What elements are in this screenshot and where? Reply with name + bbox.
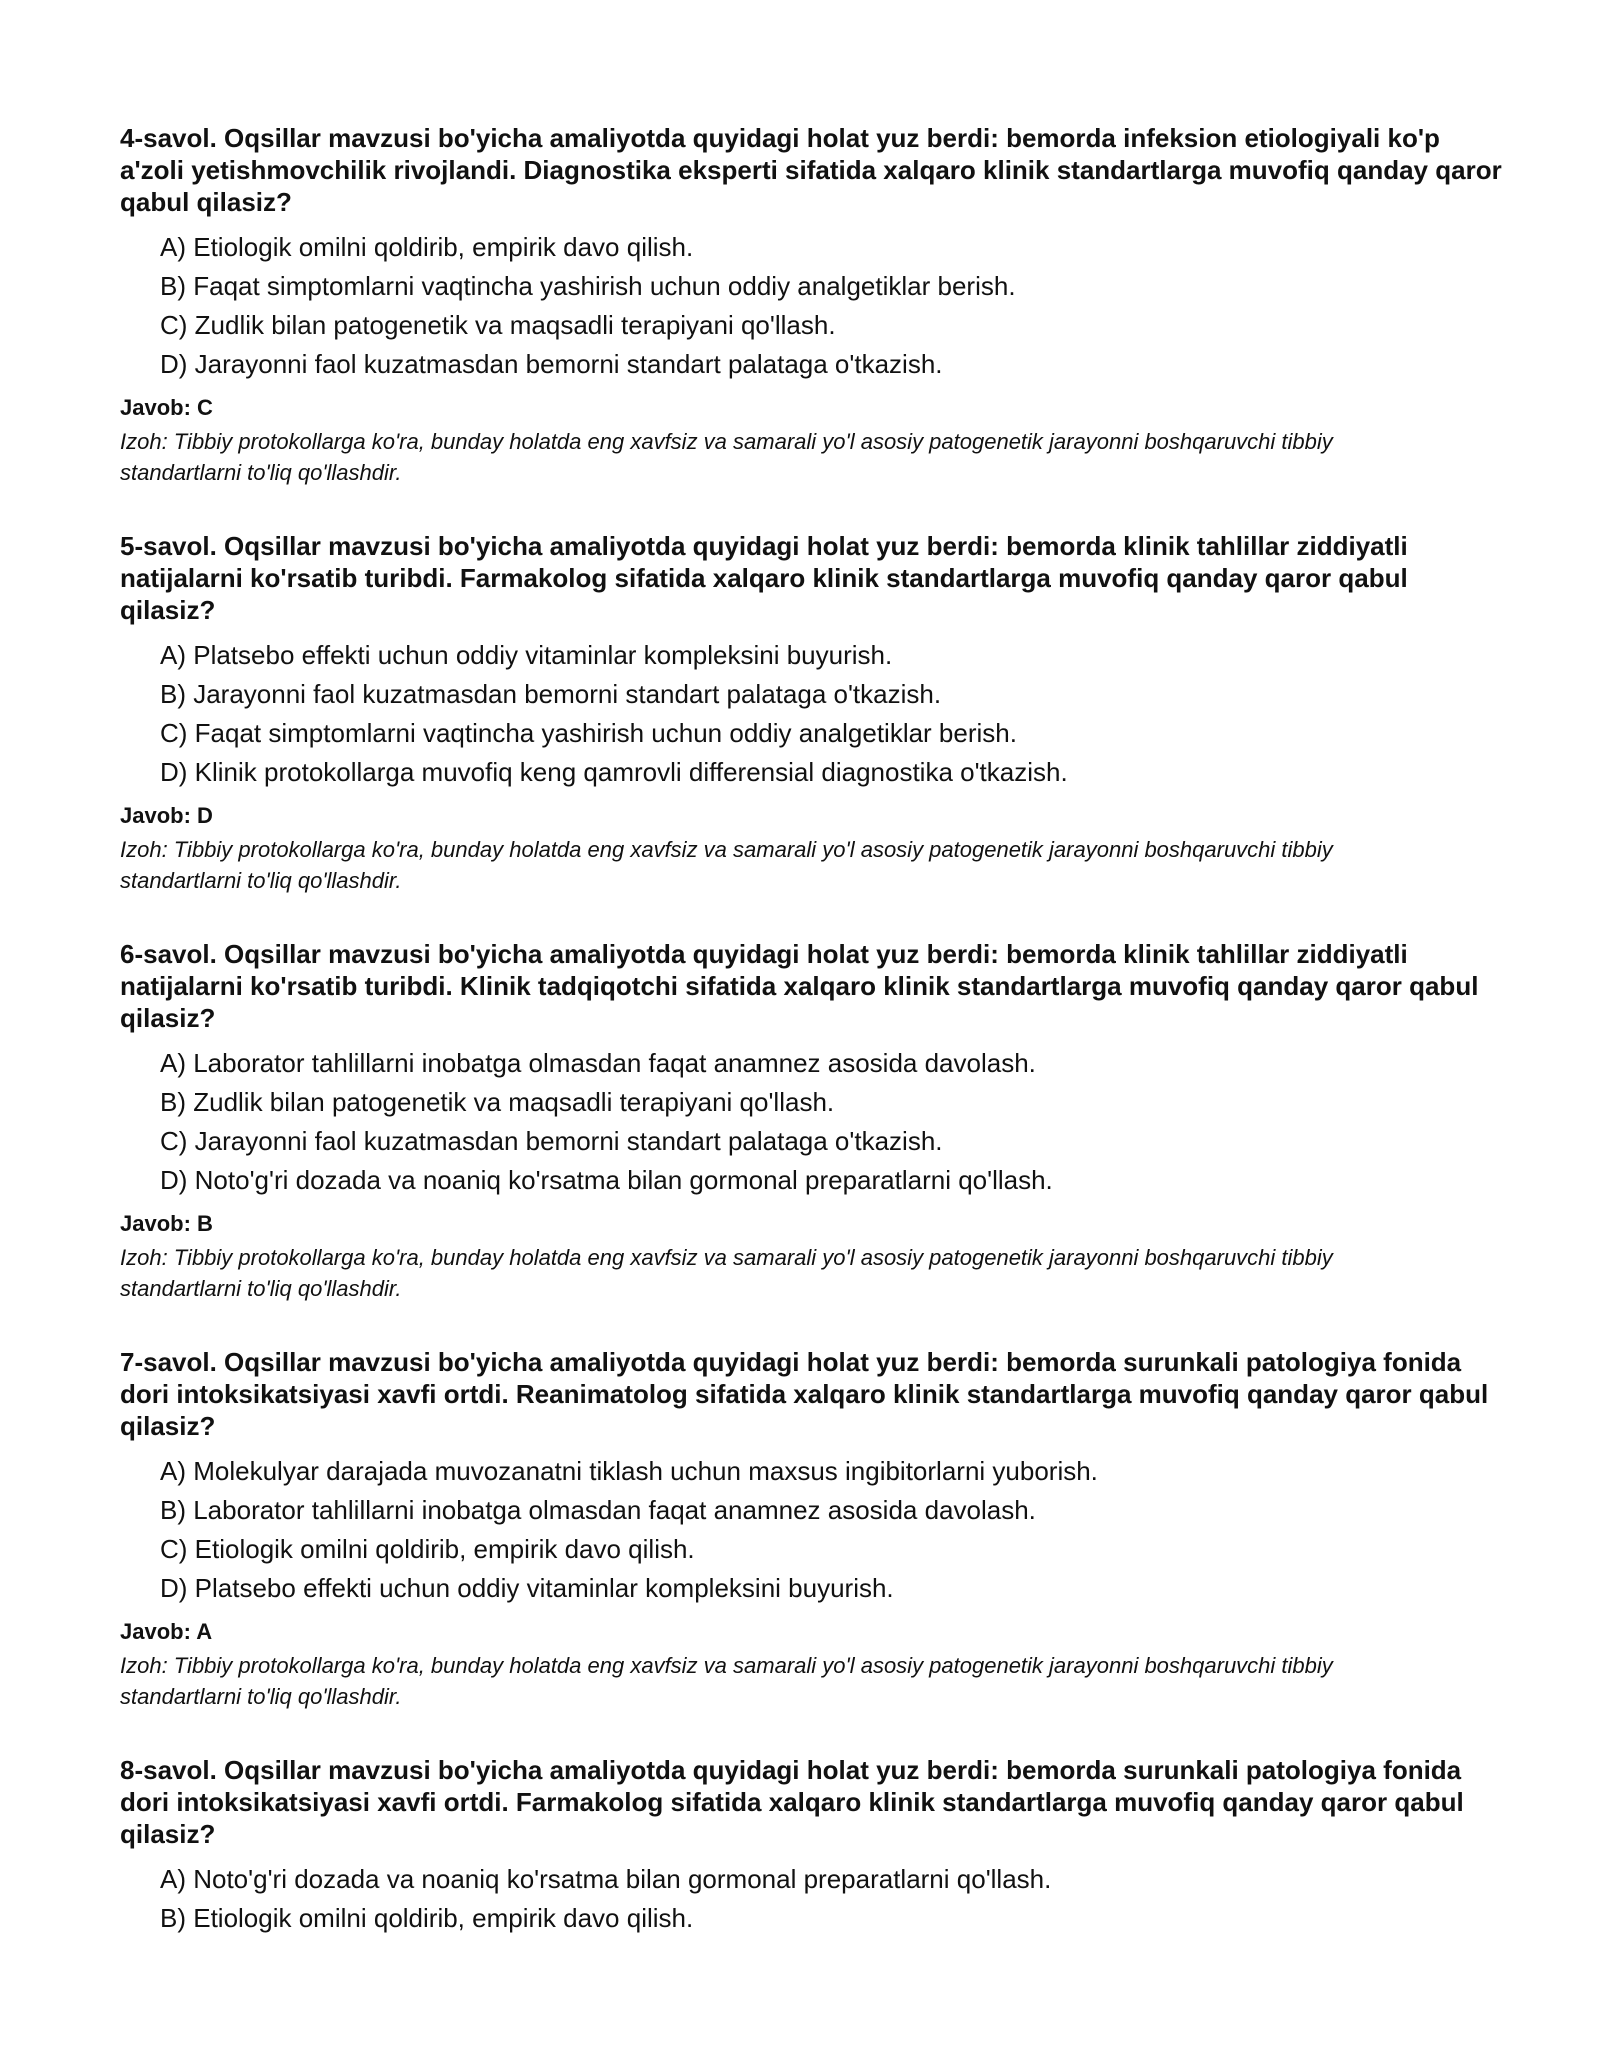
option-list bbox=[120, 636, 1505, 792]
question-title: 7-savol. Oqsillar mavzusi bo'yicha amaliyotda quyidagi holat yuz berdi: bemorda surunkali patologiya fonida dori intoksikatsiyasi xavfi ortdi. Reanimatolog sifatida xalqaro klinik standartlarga muvofiq qanday qaror qabul qilasiz? bbox=[120, 1347, 1489, 1441]
option-c: C) Etiologik omilni qoldirib, empirik davo qilish. bbox=[160, 1534, 695, 1564]
option-c: C) Faqat simptomlarni vaqtincha yashirish uchun oddiy analgetiklar berish. bbox=[160, 718, 1017, 748]
explanation-note: Izoh: Tibbiy protokollarga ko'ra, bunday holatda eng xavfsiz va samarali yo'l asosiy patogenetik jarayonni boshqaruvchi tibbiy standartlarni to'liq qo'llashdir. bbox=[120, 1653, 1333, 1709]
question-4 bbox=[120, 122, 1505, 488]
option-a: A) Platsebo effekti uchun oddiy vitaminlar kompleksini buyurish. bbox=[160, 640, 893, 670]
document-page bbox=[120, 122, 1505, 1980]
option-d: D) Platsebo effekti uchun oddiy vitaminlar kompleksini buyurish. bbox=[160, 1573, 894, 1603]
option-b: B) Zudlik bilan patogenetik va maqsadli terapiyani qo'llash. bbox=[160, 1087, 835, 1117]
option-a: A) Molekulyar darajada muvozanatni tiklash uchun maxsus ingibitorlarni yuborish. bbox=[160, 1456, 1098, 1486]
option-list bbox=[120, 228, 1505, 384]
question-7 bbox=[120, 1346, 1505, 1712]
option-c: C) Jarayonni faol kuzatmasdan bemorni standart palataga o'tkazish. bbox=[160, 1126, 943, 1156]
answer-label: Javob: C bbox=[120, 395, 213, 420]
question-6 bbox=[120, 938, 1505, 1304]
option-b: B) Etiologik omilni qoldirib, empirik davo qilish. bbox=[160, 1903, 694, 1933]
answer-label: Javob: D bbox=[120, 803, 213, 828]
explanation-note: Izoh: Tibbiy protokollarga ko'ra, bunday holatda eng xavfsiz va samarali yo'l asosiy patogenetik jarayonni boshqaruvchi tibbiy standartlarni to'liq qo'llashdir. bbox=[120, 429, 1333, 485]
question-5 bbox=[120, 530, 1505, 896]
option-d: D) Noto'g'ri dozada va noaniq ko'rsatma bilan gormonal preparatlarni qo'llash. bbox=[160, 1165, 1053, 1195]
option-b: B) Faqat simptomlarni vaqtincha yashirish uchun oddiy analgetiklar berish. bbox=[160, 271, 1016, 301]
question-title: 5-savol. Oqsillar mavzusi bo'yicha amaliyotda quyidagi holat yuz berdi: bemorda klinik tahlillar ziddiyatli natijalarni ko'rsatib turibdi. Farmakolog sifatida xalqaro klinik standartlarga muvofiq qanday qaror qabul qilasiz? bbox=[120, 531, 1408, 625]
question-title: 4-savol. Oqsillar mavzusi bo'yicha amaliyotda quyidagi holat yuz berdi: bemorda infeksion etiologiyali ko'p a'zoli yetishmovchilik rivojlandi. Diagnostika eksperti sifatida xalqaro klinik standartlarga muvofiq qanday qaror qabul qilasiz? bbox=[120, 123, 1502, 217]
option-c: C) Zudlik bilan patogenetik va maqsadli terapiyani qo'llash. bbox=[160, 310, 836, 340]
option-d: D) Jarayonni faol kuzatmasdan bemorni standart palataga o'tkazish. bbox=[160, 349, 943, 379]
option-a: A) Etiologik omilni qoldirib, empirik davo qilish. bbox=[160, 232, 694, 262]
question-title: 6-savol. Oqsillar mavzusi bo'yicha amaliyotda quyidagi holat yuz berdi: bemorda klinik tahlillar ziddiyatli natijalarni ko'rsatib turibdi. Klinik tadqiqotchi sifatida xalqaro klinik standartlarga muvofiq qanday qaror qabul qilasiz? bbox=[120, 939, 1479, 1033]
answer-label: Javob: A bbox=[120, 1619, 213, 1644]
option-b: B) Laborator tahlillarni inobatga olmasdan faqat anamnez asosida davolash. bbox=[160, 1495, 1036, 1525]
explanation-note: Izoh: Tibbiy protokollarga ko'ra, bunday holatda eng xavfsiz va samarali yo'l asosiy patogenetik jarayonni boshqaruvchi tibbiy standartlarni to'liq qo'llashdir. bbox=[120, 837, 1333, 893]
answer-label: Javob: B bbox=[120, 1211, 213, 1236]
explanation-note: Izoh: Tibbiy protokollarga ko'ra, bunday holatda eng xavfsiz va samarali yo'l asosiy patogenetik jarayonni boshqaruvchi tibbiy standartlarni to'liq qo'llashdir. bbox=[120, 1245, 1333, 1301]
option-a: A) Noto'g'ri dozada va noaniq ko'rsatma bilan gormonal preparatlarni qo'llash. bbox=[160, 1864, 1052, 1894]
question-title: 8-savol. Oqsillar mavzusi bo'yicha amaliyotda quyidagi holat yuz berdi: bemorda surunkali patologiya fonida dori intoksikatsiyasi xavfi ortdi. Farmakolog sifatida xalqaro klinik standartlarga muvofiq qanday qaror qabul qilasiz? bbox=[120, 1755, 1464, 1849]
option-list bbox=[120, 1452, 1505, 1608]
option-b: B) Jarayonni faol kuzatmasdan bemorni standart palataga o'tkazish. bbox=[160, 679, 942, 709]
question-8 bbox=[120, 1754, 1505, 1938]
option-list bbox=[120, 1044, 1505, 1200]
option-d: D) Klinik protokollarga muvofiq keng qamrovli differensial diagnostika o'tkazish. bbox=[160, 757, 1068, 787]
option-list bbox=[120, 1860, 1505, 1938]
option-a: A) Laborator tahlillarni inobatga olmasdan faqat anamnez asosida davolash. bbox=[160, 1048, 1036, 1078]
